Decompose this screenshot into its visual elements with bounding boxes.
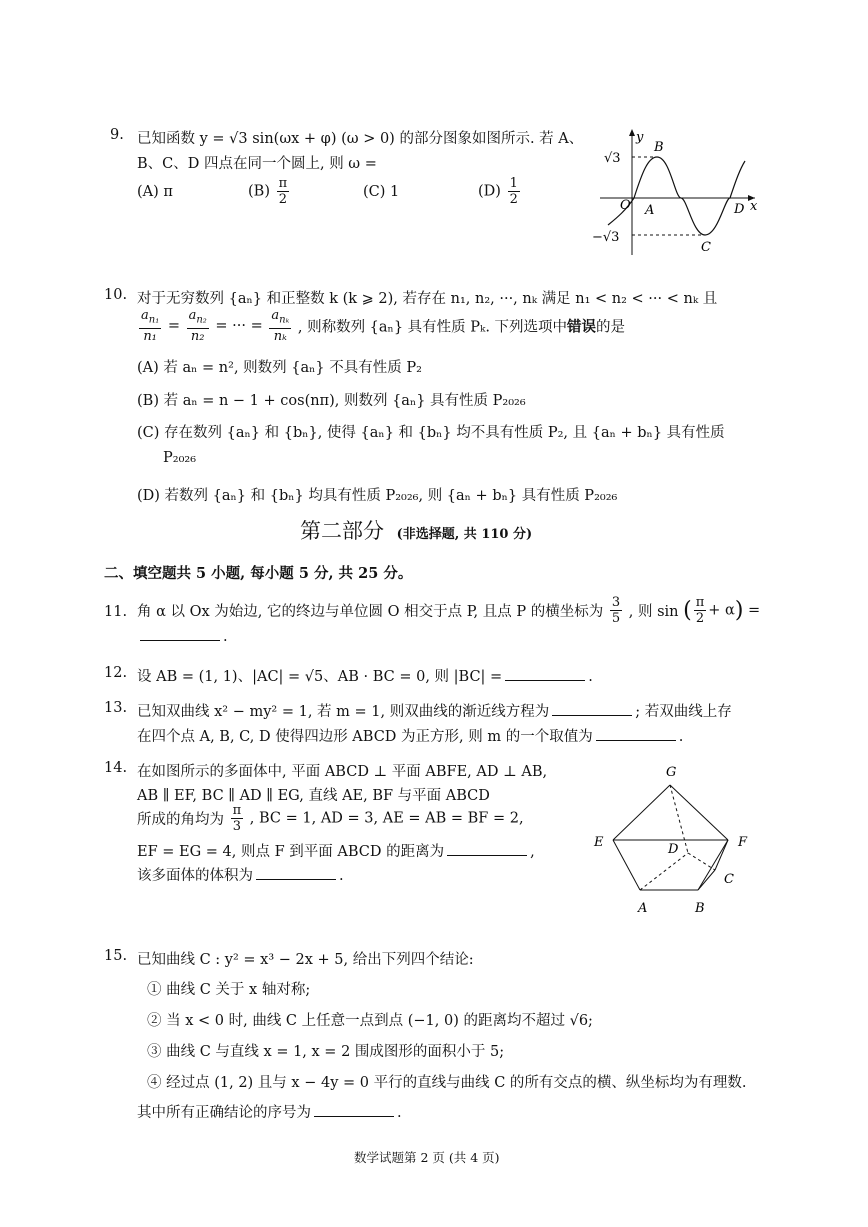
q9-top-label: √3 bbox=[604, 151, 621, 166]
q14-line4: EF = EG = 4, 则点 F 到平面 ABCD 的距离为 , bbox=[137, 844, 535, 860]
q10-option-a: (A) 若 aₙ = n², 则数列 {aₙ} 不具有性质 P₂ bbox=[137, 360, 422, 376]
q9-option-d: (D) $\frac{1}{2}$ bbox=[478, 176, 518, 207]
q9-line1: 已知函数 y = √3 sin(ωx + φ) (ω > 0) 的部分图象如图所示. 若 A、 bbox=[137, 131, 584, 147]
q9-point-b: B bbox=[654, 140, 664, 155]
page-footer: 数学试题第 2 页 (共 4 页) bbox=[354, 1150, 500, 1165]
q12-number: 12. bbox=[104, 665, 128, 681]
q15-conclusion-4: ④ 经过点 (1, 2) 且与 x − 4y = 0 平行的直线与曲线 C 的所有交点的横、纵坐标均为有理数. bbox=[147, 1075, 747, 1091]
q9-point-a: A bbox=[645, 203, 655, 218]
q15-conclusion-1: ① 曲线 C 关于 x 轴对称; bbox=[147, 982, 311, 998]
q9-option-c: (C) 1 bbox=[363, 184, 400, 200]
q9-point-c: C bbox=[701, 240, 711, 255]
q15-end: 其中所有正确结论的序号为 . bbox=[137, 1105, 402, 1121]
q14-label-d: D bbox=[668, 842, 679, 857]
q15-number: 15. bbox=[104, 948, 128, 964]
q9-x-label: x bbox=[750, 199, 758, 214]
q9-option-b: (B) $\frac{\pi}{2}$ bbox=[248, 176, 288, 207]
q14-line3: 所成的角均为 $\frac{\pi}{3}$ , BC = 1, AD = 3, AE = AB = BF = 2, bbox=[137, 803, 524, 834]
q14-label-e: E bbox=[594, 835, 604, 850]
q10-option-d: (D) 若数列 {aₙ} 和 {bₙ} 均具有性质 P₂₀₂₆, 则 {aₙ + bₙ} 具有性质 P₂₀₂₆ bbox=[137, 488, 618, 504]
q14-label-a: A bbox=[638, 901, 648, 916]
q15-conclusion-2: ② 当 x < 0 时, 曲线 C 上任意一点到点 (−1, 0) 的距离均不超过 √6; bbox=[147, 1013, 593, 1029]
q13-number: 13. bbox=[104, 700, 128, 716]
q9-number: 9. bbox=[110, 127, 124, 143]
q15-answer-blank[interactable] bbox=[314, 1115, 394, 1117]
q13-answer-blank-1[interactable] bbox=[552, 714, 632, 716]
section2-heading: 二、填空题共 5 小题, 每小题 5 分, 共 25 分。 bbox=[104, 565, 413, 582]
q14-label-b: B bbox=[695, 901, 705, 916]
q10-option-c: (C) 存在数列 {aₙ} 和 {bₙ}, 使得 {aₙ} 和 {bₙ} 均不具有性质 P₂, 且 {aₙ + bₙ} 具有性质 bbox=[137, 425, 725, 441]
q9-line2: B、C、D 四点在同一个圆上, 则 ω = bbox=[137, 156, 377, 172]
q14-line1: 在如图所示的多面体中, 平面 ABCD ⊥ 平面 ABFE, AD ⊥ AB, bbox=[137, 764, 548, 780]
q9-bottom-label: −√3 bbox=[592, 230, 620, 245]
q15-line1: 已知曲线 C : y² = x³ − 2x + 5, 给出下列四个结论: bbox=[137, 952, 474, 968]
q14-polyhedron-figure bbox=[588, 758, 753, 920]
q11-number: 11. bbox=[104, 604, 128, 620]
q13-line1: 已知双曲线 x² − my² = 1, 若 m = 1, 则双曲线的渐近线方程为 ; 若双曲线上存 bbox=[137, 704, 732, 720]
q12-answer-blank[interactable] bbox=[505, 679, 585, 681]
q14-answer-blank-1[interactable] bbox=[447, 854, 527, 856]
q11-answer-blank[interactable]: . bbox=[137, 629, 228, 645]
q9-point-d: D bbox=[734, 202, 745, 217]
q14-label-f: F bbox=[738, 835, 748, 850]
q11-line1: 角 α 以 Ox 为始边, 它的终边与单位圆 O 相交于点 P, 且点 P 的横坐标为 $\frac{3}{5}$ , 则 sin ( $\frac{\pi}{2}$ + α) = bbox=[137, 595, 761, 626]
q13-answer-blank-2[interactable] bbox=[596, 739, 676, 741]
q14-line2: AB ∥ EF, BC ∥ AD ∥ EG, 直线 AE, BF 与平面 ABCD bbox=[137, 788, 490, 804]
q14-label-g: G bbox=[666, 765, 677, 780]
q10-line1: 对于无穷数列 {aₙ} 和正整数 k (k ⩾ 2), 若存在 n₁, n₂, ···, nₖ 满足 n₁ < n₂ < ··· < nₖ 且 bbox=[137, 291, 718, 307]
q15-conclusion-3: ③ 曲线 C 与直线 x = 1, x = 2 围成图形的面积小于 5; bbox=[147, 1044, 505, 1060]
q10-option-b: (B) 若 aₙ = n − 1 + cos(nπ), 则数列 {aₙ} 具有性质 P₂₀₂₆ bbox=[137, 393, 526, 409]
q14-answer-blank-2[interactable] bbox=[256, 878, 336, 880]
q9-y-label: y bbox=[636, 130, 644, 145]
q12-text: 设 AB = (1, 1)、|AC| = √5、AB · BC = 0, 则 |BC| = . bbox=[137, 669, 593, 685]
q14-line5: 该多面体的体积为 . bbox=[137, 868, 344, 884]
q10-option-c-cont: P₂₀₂₆ bbox=[163, 450, 197, 466]
part2-heading: 第二部分 (非选择题, 共 110 分) bbox=[300, 519, 533, 543]
q9-point-o: O bbox=[620, 198, 631, 213]
q9-option-a: (A) π bbox=[137, 184, 173, 200]
q10-line2: $\frac{a_{n_1}}{\text{n₁}}$ = $\frac{a_{n_2}}{\text{n₂}}$ = ··· = $\frac{a_{n_k}}{\text{nₖ}}$ , 则称数列 {aₙ} 具有性质 Pₖ. 下列选项中错误的是 bbox=[141, 308, 626, 344]
q14-label-c: C bbox=[724, 872, 734, 887]
q9-sine-graph bbox=[590, 125, 765, 260]
q13-line2: 在四个点 A, B, C, D 使得四边形 ABCD 为正方形, 则 m 的一个取值为 . bbox=[137, 729, 684, 745]
q10-number: 10. bbox=[104, 287, 128, 303]
q14-number: 14. bbox=[104, 760, 128, 776]
